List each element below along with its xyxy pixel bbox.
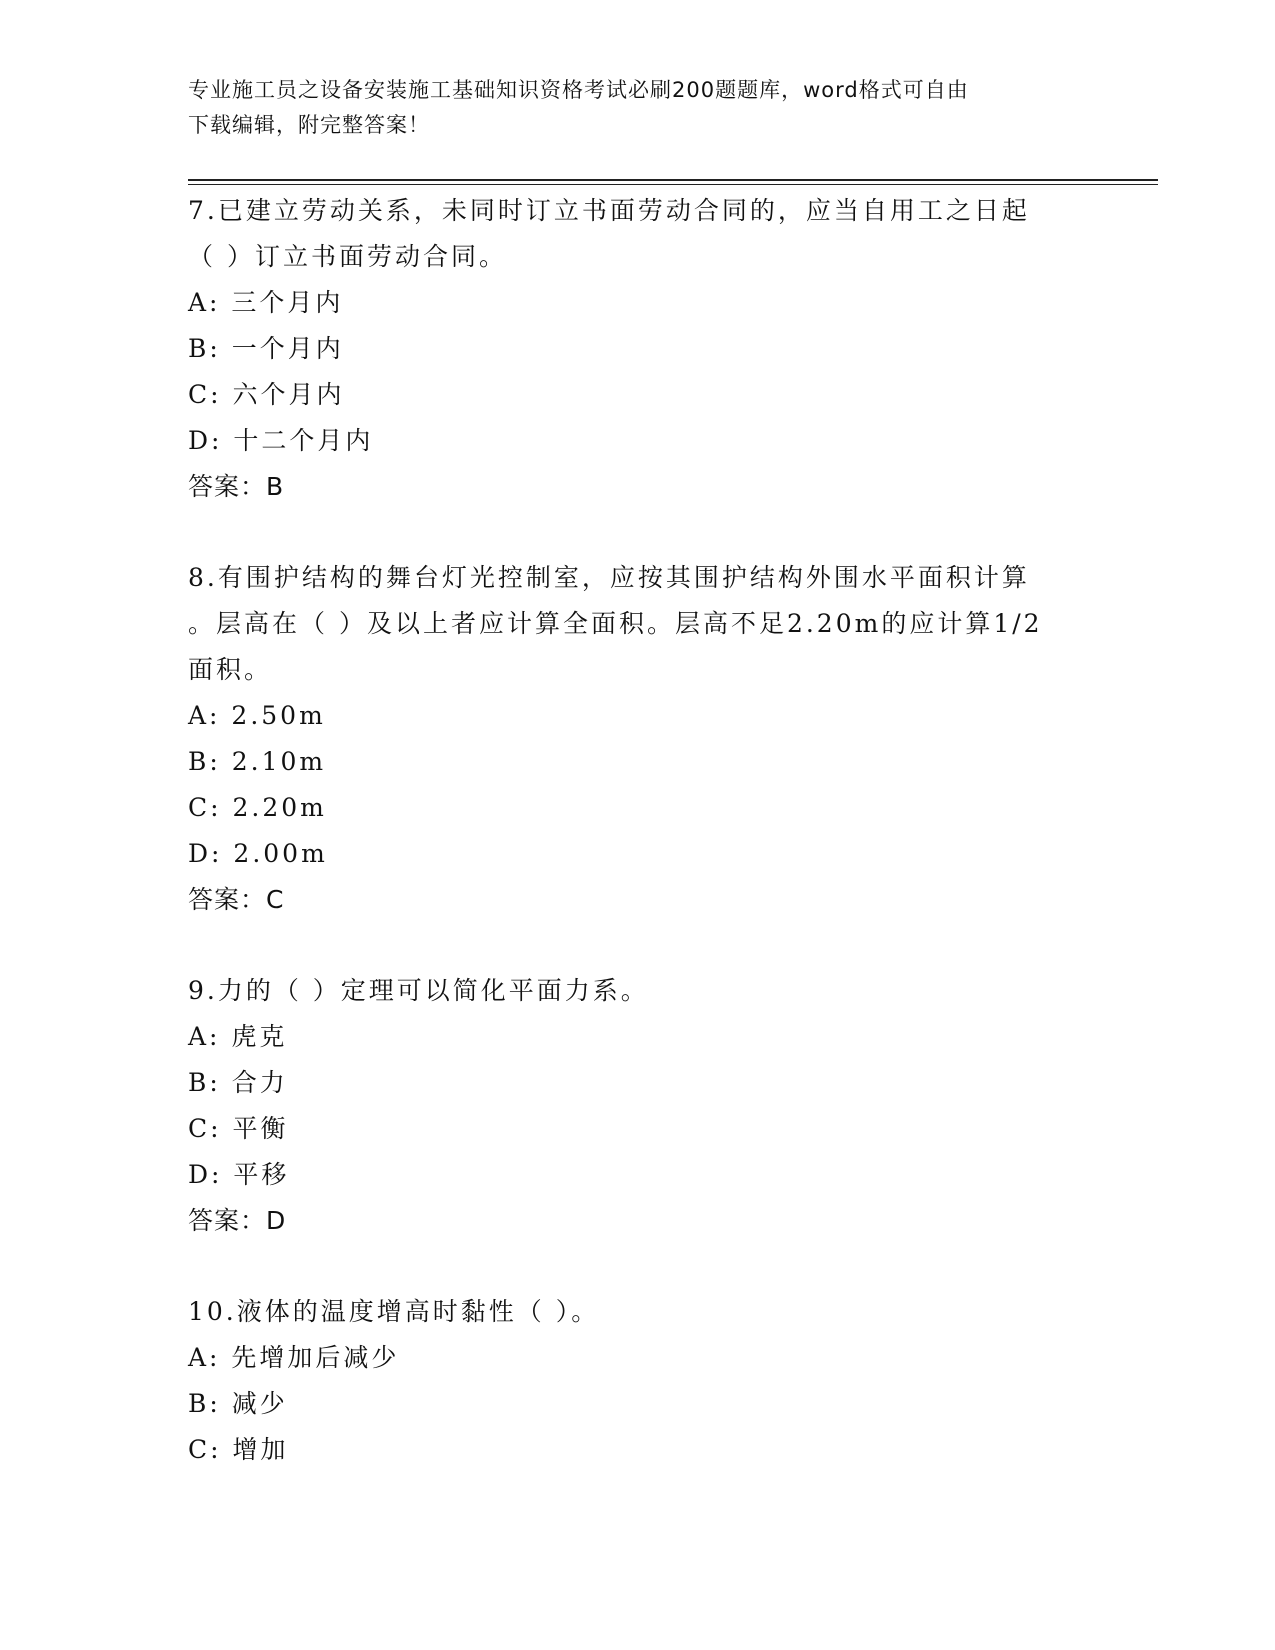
- option-c: C: 2.20m: [188, 793, 327, 822]
- question-7: [188, 188, 1088, 510]
- option-c: C: 平衡: [188, 1114, 289, 1143]
- option-d: D: 平移: [188, 1160, 290, 1189]
- option-d: D: 十二个月内: [188, 426, 374, 455]
- option-c: C: 增加: [188, 1435, 289, 1464]
- question-stem-line: 面积。: [188, 655, 273, 684]
- question-stem-line: 10.液体的温度增高时黏性（ ）。: [188, 1297, 600, 1326]
- option-d: D: 2.00m: [188, 839, 328, 868]
- header-line-2: 下载编辑，附完整答案！: [188, 113, 430, 137]
- answer: 答案：D: [188, 1206, 287, 1235]
- header-divider-thick: [188, 179, 1158, 181]
- option-a: A: 先增加后减少: [188, 1343, 400, 1372]
- option-b: B: 合力: [188, 1068, 288, 1097]
- option-b: B: 减少: [188, 1389, 288, 1418]
- option-a: A: 三个月内: [188, 288, 344, 317]
- option-a: A: 2.50m: [188, 701, 326, 730]
- option-a: A: 虎克: [188, 1022, 288, 1051]
- option-c: C: 六个月内: [188, 380, 345, 409]
- question-stem-line: 8.有围护结构的舞台灯光控制室，应按其围护结构外围水平面积计算: [188, 563, 1030, 592]
- option-b: B: 2.10m: [188, 747, 327, 776]
- option-b: B: 一个月内: [188, 334, 344, 363]
- question-stem-line: 9.力的（ ）定理可以简化平面力系。: [188, 976, 649, 1005]
- question-list: [188, 188, 1088, 1518]
- answer: 答案：B: [188, 472, 285, 501]
- question-stem-line: 。层高在（ ）及以上者应计算全面积。层高不足2.20m的应计算1/2: [188, 609, 1043, 638]
- question-9: [188, 968, 1088, 1244]
- header-line-1: 专业施工员之设备安装施工基础知识资格考试必刷200题题库，word格式可自由: [188, 78, 969, 102]
- header-divider-thin: [188, 184, 1158, 185]
- question-8: [188, 555, 1088, 923]
- page-header: [188, 73, 1088, 143]
- question-stem-line: （ ）订立书面劳动合同。: [188, 242, 507, 271]
- question-10: [188, 1289, 1088, 1473]
- answer: 答案：C: [188, 885, 285, 914]
- question-stem-line: 7.已建立劳动关系，未同时订立书面劳动合同的，应当自用工之日起: [188, 196, 1030, 225]
